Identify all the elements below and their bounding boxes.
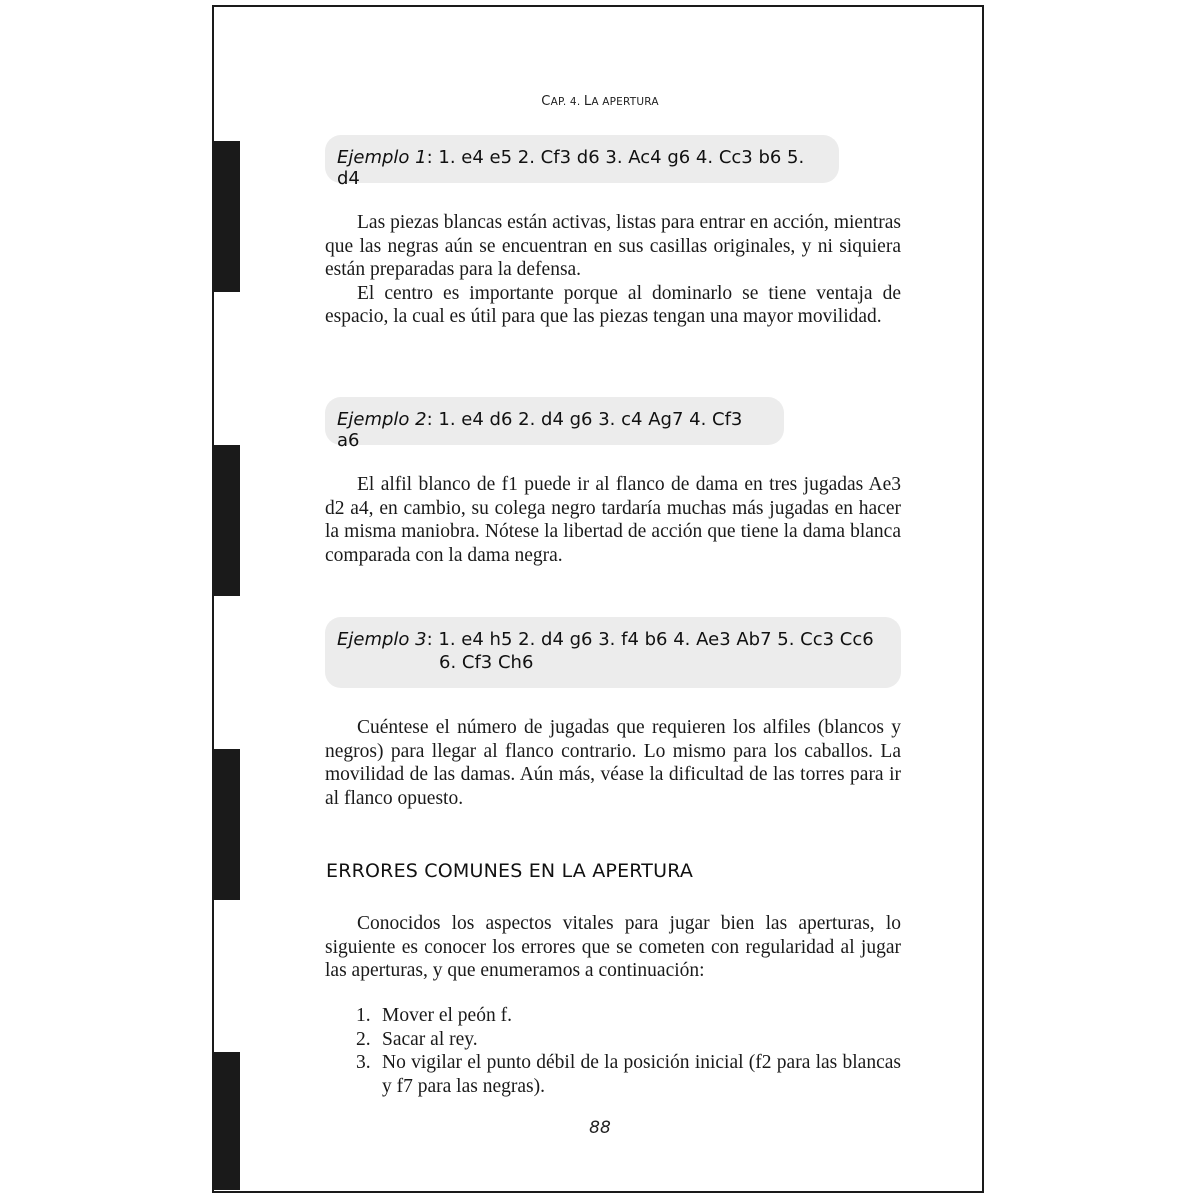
example-label: Ejemplo 3 bbox=[337, 629, 427, 650]
list-item bbox=[356, 1051, 901, 1098]
list-text: Mover el peón f. bbox=[382, 1005, 512, 1026]
header-cap-initial: C bbox=[541, 94, 551, 109]
page-number: 88 bbox=[589, 1118, 611, 1138]
paragraph bbox=[325, 473, 901, 567]
example-moves: : 1. e4 h5 2. d4 g6 3. f4 b6 4. Ae3 Ab7 5. Cc3 Cc6 bbox=[426, 629, 874, 650]
list-item bbox=[356, 1004, 901, 1028]
list-text: Sacar al rey. bbox=[382, 1028, 478, 1050]
thumb-index-tab bbox=[213, 445, 240, 596]
paragraph bbox=[325, 912, 901, 983]
running-header bbox=[0, 94, 1200, 109]
paragraph-text: Cuéntese el número de jugadas que requieren los alfiles (blancos y negros) para llegar al flanco contrario. Lo mismo para los caballos. La movilidad de las damas. Aún más, véase la dificultad de las torres para ir al flanco opuesto. bbox=[325, 717, 901, 809]
header-title-initial: L bbox=[583, 94, 592, 109]
example-box-3 bbox=[325, 617, 901, 688]
list-text: No vigilar el punto débil de la posición inicial (f2 para las blancas y f7 para las negras). bbox=[382, 1052, 901, 1097]
header-cap-rest: AP. 4. bbox=[550, 96, 584, 108]
paragraph-text: El centro es importante porque al dominarlo se tiene ventaja de espacio, la cual es útil para que las piezas tengan una mayor movilidad. bbox=[325, 282, 901, 327]
example-moves: : 1. e4 e5 2. Cf3 d6 3. Ac4 g6 4. Cc3 b6 5. d4 bbox=[337, 147, 805, 189]
example-label: Ejemplo 1 bbox=[337, 147, 427, 168]
paragraph-text: Conocidos los aspectos vitales para jugar bien las aperturas, lo siguiente es conocer los errores que se cometen con regularidad al jugar las aperturas, y que enumeramos a continuación: bbox=[325, 913, 901, 981]
section-heading: ERRORES COMUNES EN LA APERTURA bbox=[326, 860, 694, 882]
example-box-1 bbox=[325, 135, 839, 189]
header-title-rest: A APERTURA bbox=[591, 96, 659, 108]
numbered-list bbox=[356, 1004, 901, 1098]
list-number: 3. bbox=[356, 1052, 371, 1073]
list-number: 2. bbox=[356, 1028, 371, 1050]
paragraph-text: Las piezas blancas están activas, listas para entrar en acción, mientras que las negras aún se encuentran en sus casillas originales, y ni siquiera están preparadas para la defensa. bbox=[325, 212, 901, 280]
thumb-index-tab bbox=[213, 749, 240, 900]
example-box-2 bbox=[325, 397, 784, 451]
paragraph-text: El alfil blanco de f1 puede ir al flanco de dama en tres jugadas Ae3 d2 a4, en cambio, su colega negro tardaría muchas más jugadas en hacer la misma maniobra. Nótese la libertad de acción que tiene la dama blanca comparada con la dama negra. bbox=[325, 474, 901, 566]
list-item bbox=[356, 1028, 901, 1052]
example-moves: : 1. e4 d6 2. d4 g6 3. c4 Ag7 4. Cf3 a6 bbox=[337, 409, 743, 451]
example-moves-continued: 6. Cf3 Ch6 bbox=[439, 652, 534, 673]
paragraph bbox=[325, 211, 901, 329]
list-number: 1. bbox=[356, 1005, 371, 1026]
example-label: Ejemplo 2 bbox=[337, 409, 427, 430]
paragraph bbox=[325, 716, 901, 810]
thumb-index-tab bbox=[213, 141, 240, 292]
